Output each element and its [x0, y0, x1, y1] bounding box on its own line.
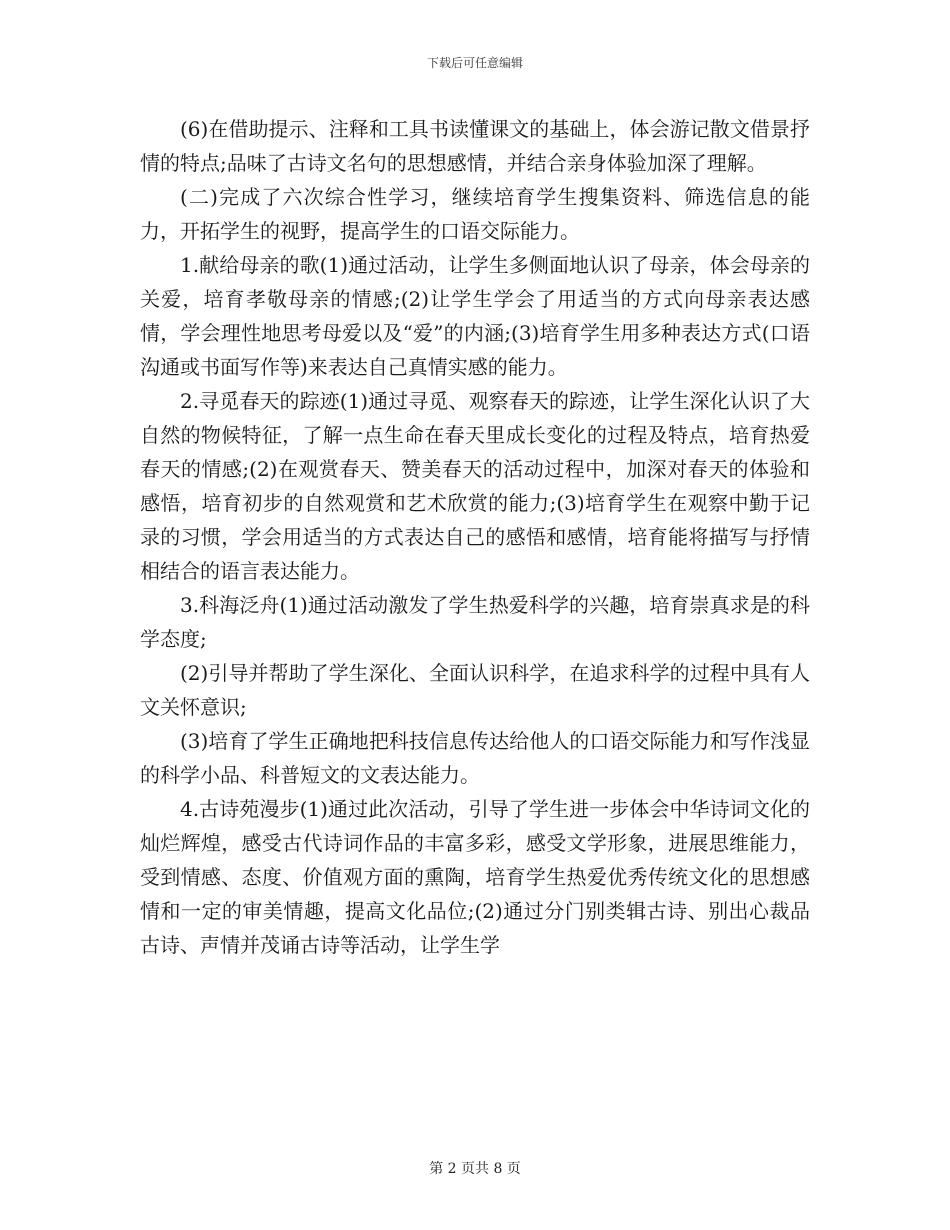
paragraph: (3)培育了学生正确地把科技信息传达给他人的口语交际能力和写作浅显的科学小品、科普短文的文表达能力。: [140, 729, 810, 787]
page-footer: [0, 1158, 950, 1178]
page-header: [0, 54, 950, 71]
header-note: 下载后可任意编辑: [426, 56, 523, 70]
paragraph: (2)引导并帮助了学生深化、全面认识科学，在追求科学的过程中具有人文关怀意识;: [140, 661, 810, 719]
document-body: [140, 112, 810, 962]
paragraph: (二)完成了六次综合性学习，继续培育学生搜集资料、筛选信息的能力，开拓学生的视野，提高学生的口语交际能力。: [140, 185, 810, 243]
paragraph: 3.科海泛舟(1)通过活动激发了学生热爱科学的兴趣，培育崇真求是的科学态度;: [140, 593, 810, 651]
paragraph: 2.寻觅春天的踪迹(1)通过寻觅、观察春天的踪迹，让学生深化认识了大自然的物候特征，了解一点生命在春天里成长变化的过程及特点，培育热爱春天的情感;(2)在观赏春天、赞美春天的活动过程中，加深对春天的体验和感悟，培育初步的自然观赏和艺术欣赏的能力;(3)培育学生在观察中勤于记录的习惯，学会用适当的方式表达自己的感悟和感情，培育能将描写与抒情相结合的语言表达能力。: [140, 389, 810, 583]
page-number: 第 2 页共 8 页: [429, 1161, 521, 1177]
paragraph: (6)在借助提示、注释和工具书读懂课文的基础上，体会游记散文借景抒情的特点;品味了古诗文名句的思想感情，并结合亲身体验加深了理解。: [140, 117, 810, 175]
paragraph: 1.献给母亲的歌(1)通过活动，让学生多侧面地认识了母亲，体会母亲的关爱，培育孝敬母亲的情感;(2)让学生学会了用适当的方式向母亲表达感情，学会理性地思考母爱以及“爱”的内涵;(3)培育学生用多种表达方式(口语沟通或书面写作等)来表达自己真情实感的能力。: [140, 253, 810, 379]
paragraph: 4.古诗苑漫步(1)通过此次活动，引导了学生进一步体会中华诗词文化的灿烂辉煌，感受古代诗词作品的丰富多彩，感受文学形象，进展思维能力，受到情感、态度、价值观方面的熏陶，培育学生热爱优秀传统文化的思想感情和一定的审美情趣，提高文化品位;(2)通过分门别类辑古诗、别出心裁品古诗、声情并茂诵古诗等活动，让学生学: [140, 797, 810, 957]
